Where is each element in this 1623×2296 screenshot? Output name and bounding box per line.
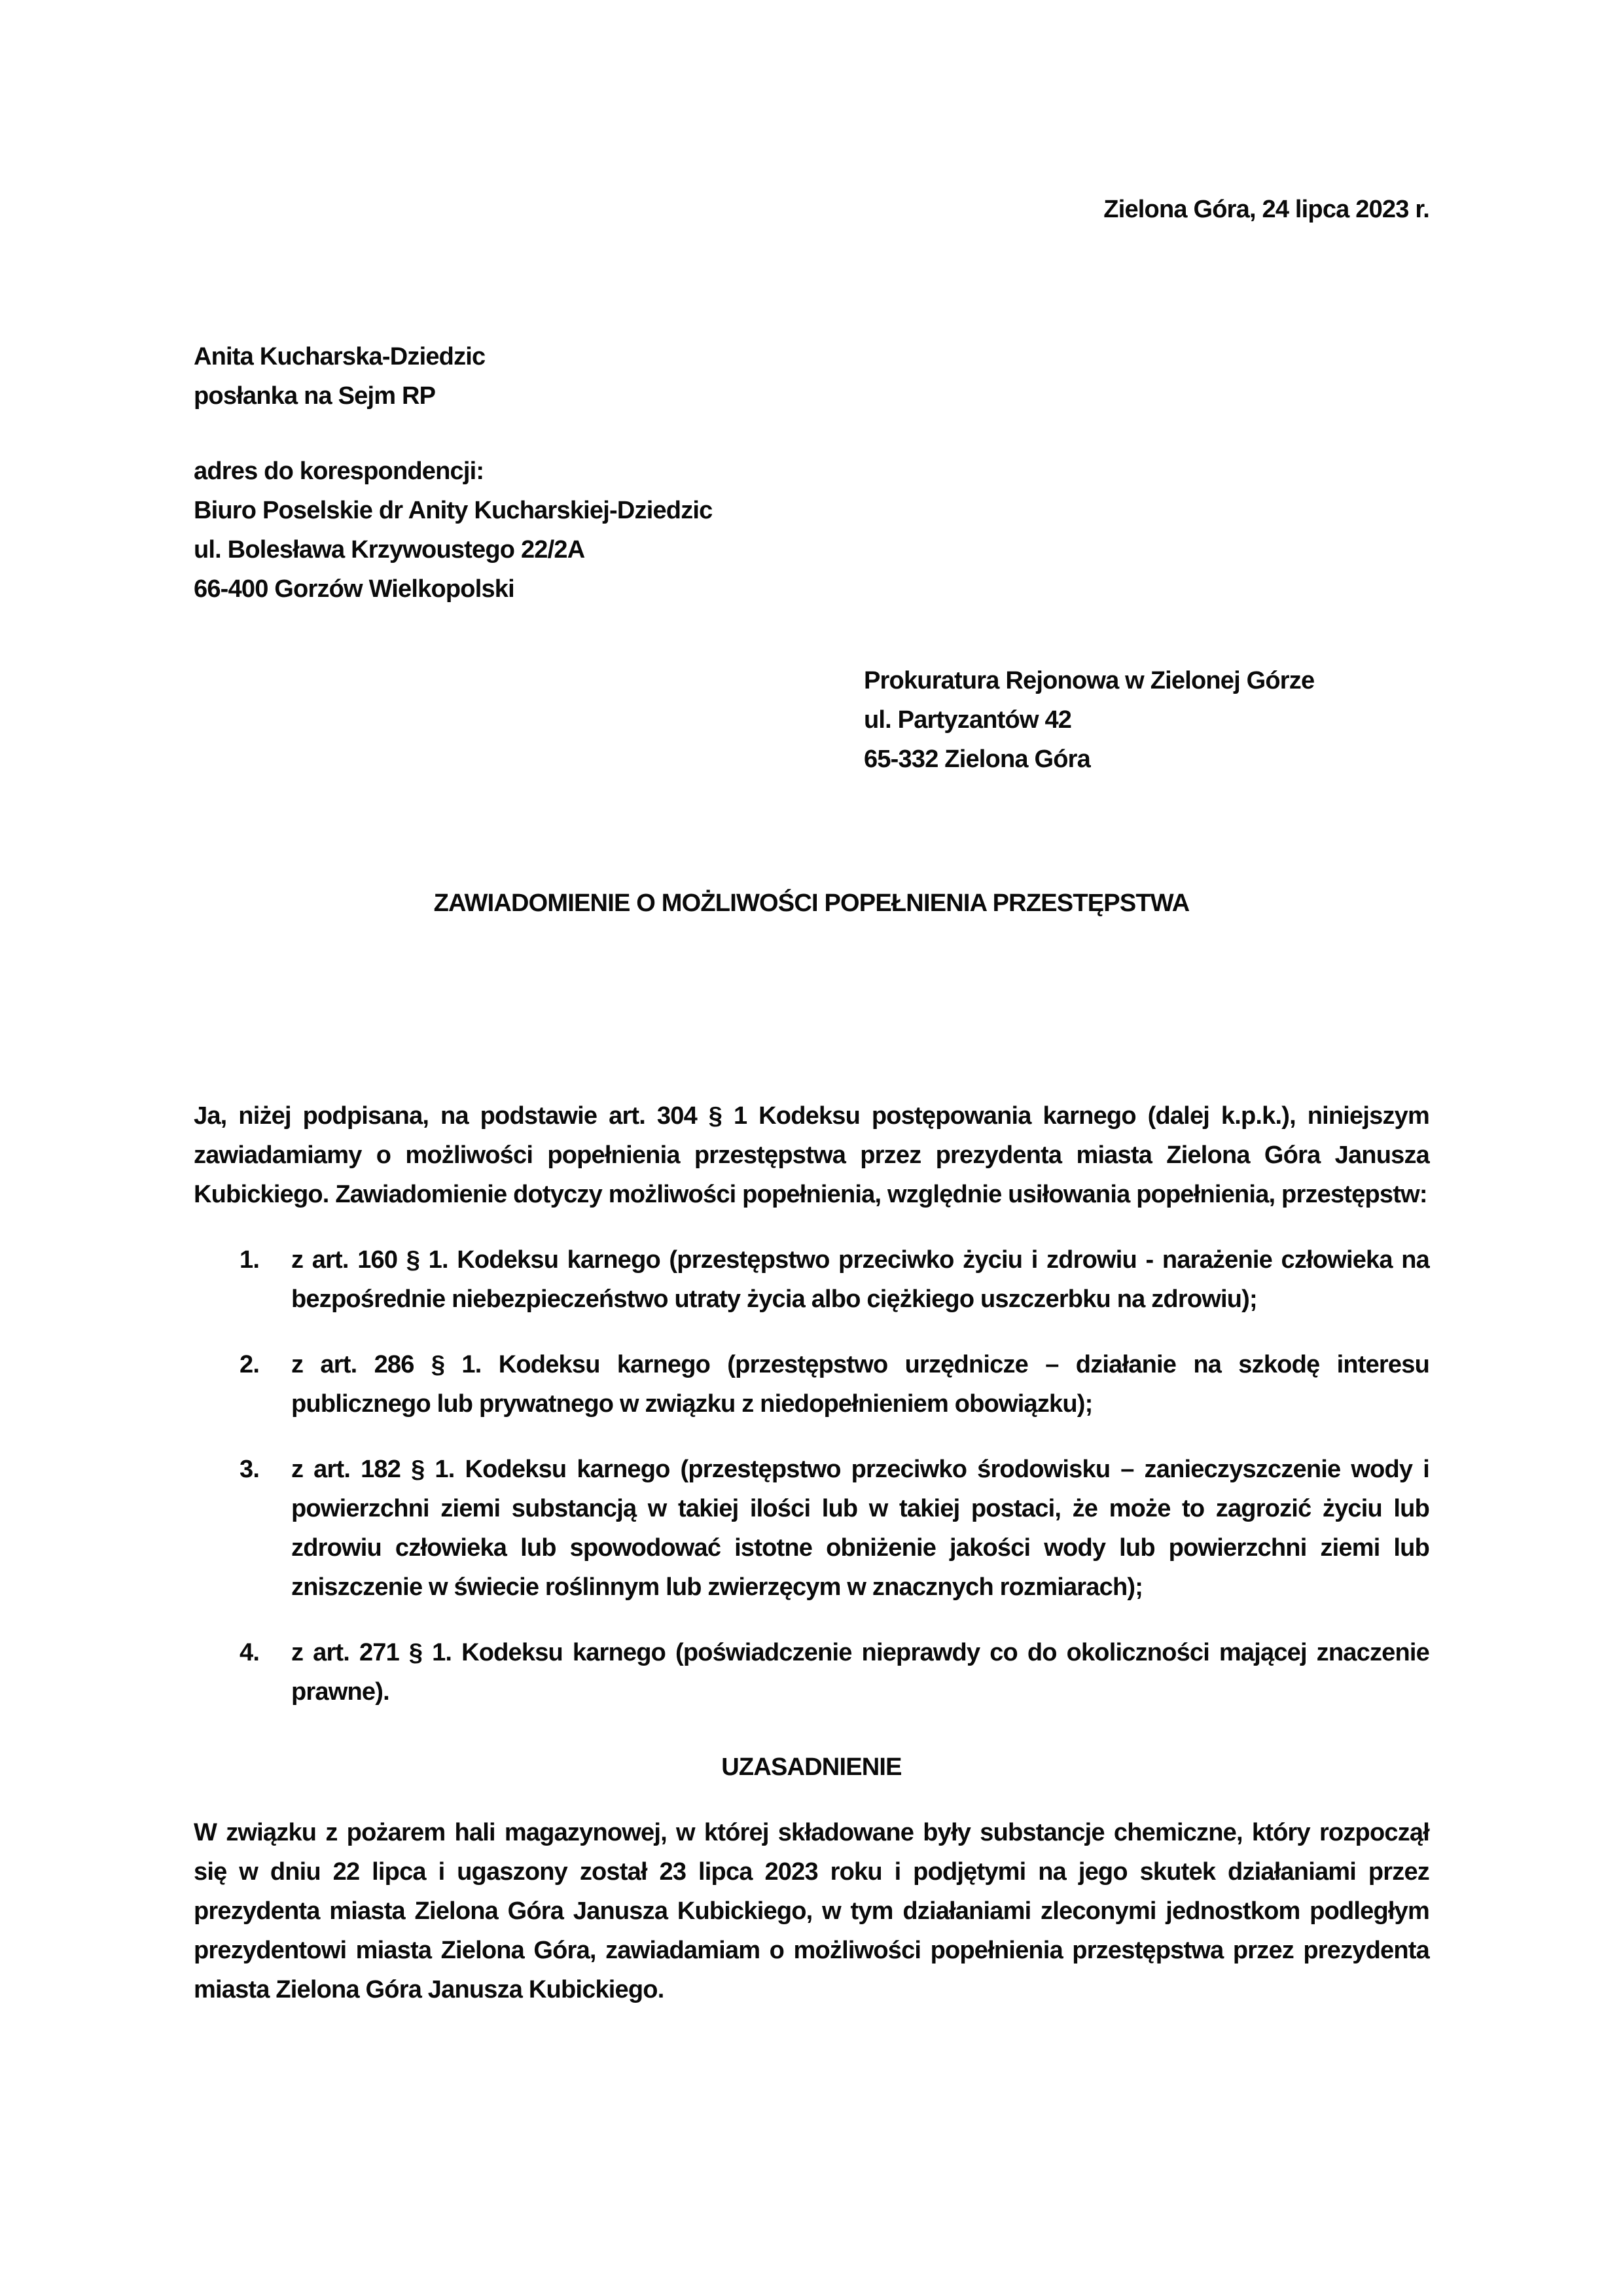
offense-number: 3.: [240, 1456, 260, 1483]
offense-text: z art. 286 § 1. Kodeksu karnego (przestępstwo urzędnicze – działanie na szkodę interesu publicznego lub prywatnego w związku z niedopełnieniem obowiązku);: [291, 1351, 1429, 1418]
offense-number: 1.: [240, 1246, 260, 1274]
offense-item: [194, 1450, 1429, 1607]
offense-item: [194, 1345, 1429, 1424]
offense-item: [194, 1633, 1429, 1712]
sender-address-line: 66-400 Gorzów Wielkopolski: [194, 575, 514, 603]
sender-name: Anita Kucharska-Dziedzic: [194, 343, 486, 370]
recipient-block: [864, 661, 1429, 779]
recipient-name: Prokuratura Rejonowa w Zielonej Górze: [864, 667, 1315, 694]
justification-paragraph: W związku z pożarem hali magazynowej, w której składowane były substancje chemiczne, który rozpoczął się w dniu 22 lipca i ugaszony został 23 lipca 2023 roku i podjętymi na jego skutek działaniami przez prezydenta miasta Zielona Góra Janusza Kubickiego, w tym działaniami zleconymi jednostkom podległym prezydentowi miasta Zielona Góra, zawiadamiam o możliwości popełnienia przestępstwa przez prezydenta miasta Zielona Góra Janusza Kubickiego.: [194, 1819, 1429, 2003]
offense-text: z art. 271 § 1. Kodeksu karnego (poświadczenie nieprawdy co do okoliczności mającej znaczenie prawne).: [291, 1639, 1429, 1706]
sender-role: posłanka na Sejm RP: [194, 382, 436, 410]
sender-address-line: Biuro Poselskie dr Anity Kucharskiej-Dziedzic: [194, 497, 713, 524]
intro-paragraph: Ja, niżej podpisana, na podstawie art. 304 § 1 Kodeksu postępowania karnego (dalej k.p.k.), niniejszym zawiadamiamy o możliwości popełnienia przestępstwa przez prezydenta miasta Zielona Góra Janusza Kubickiego. Zawiadomienie dotyczy możliwości popełnienia, względnie usiłowania popełnienia, przestępstw:: [194, 1102, 1429, 1208]
recipient-address-line: 65-332 Zielona Góra: [864, 745, 1090, 773]
offense-list: [194, 1240, 1429, 1712]
offense-text: z art. 160 § 1. Kodeksu karnego (przestępstwo przeciwko życiu i zdrowiu - narażenie człowieka na bezpośrednie niebezpieczeństwo utraty życia albo ciężkiego uszczerbku na zdrowiu);: [291, 1246, 1429, 1313]
date-line: Zielona Góra, 24 lipca 2023 r.: [1103, 196, 1429, 223]
section-heading-uzasadnienie: UZASADNIENIE: [721, 1753, 902, 1781]
offense-number: 2.: [240, 1351, 260, 1378]
document-title: ZAWIADOMIENIE O MOŻLIWOŚCI POPEŁNIENIA PRZESTĘPSTWA: [433, 889, 1190, 917]
recipient-address-line: ul. Partyzantów 42: [864, 706, 1072, 734]
offense-item: [194, 1240, 1429, 1319]
offense-text: z art. 182 § 1. Kodeksu karnego (przestępstwo przeciwko środowisku – zanieczyszczenie wody i powierzchni ziemi substancją w takiej ilości lub w takiej postaci, że może to zagrozić życiu lub zdrowiu człowieka lub spowodować istotne obniżenie jakości wody lub powierzchni ziemi lub zniszczenie w świecie roślinnym lub zwierzęcym w znacznych rozmiarach);: [291, 1456, 1429, 1601]
sender-address-line: ul. Bolesława Krzywoustego 22/2A: [194, 536, 585, 564]
offense-number: 4.: [240, 1639, 260, 1666]
correspondence-address-label: adres do korespondencji:: [194, 457, 484, 485]
sender-block: [194, 337, 1429, 609]
